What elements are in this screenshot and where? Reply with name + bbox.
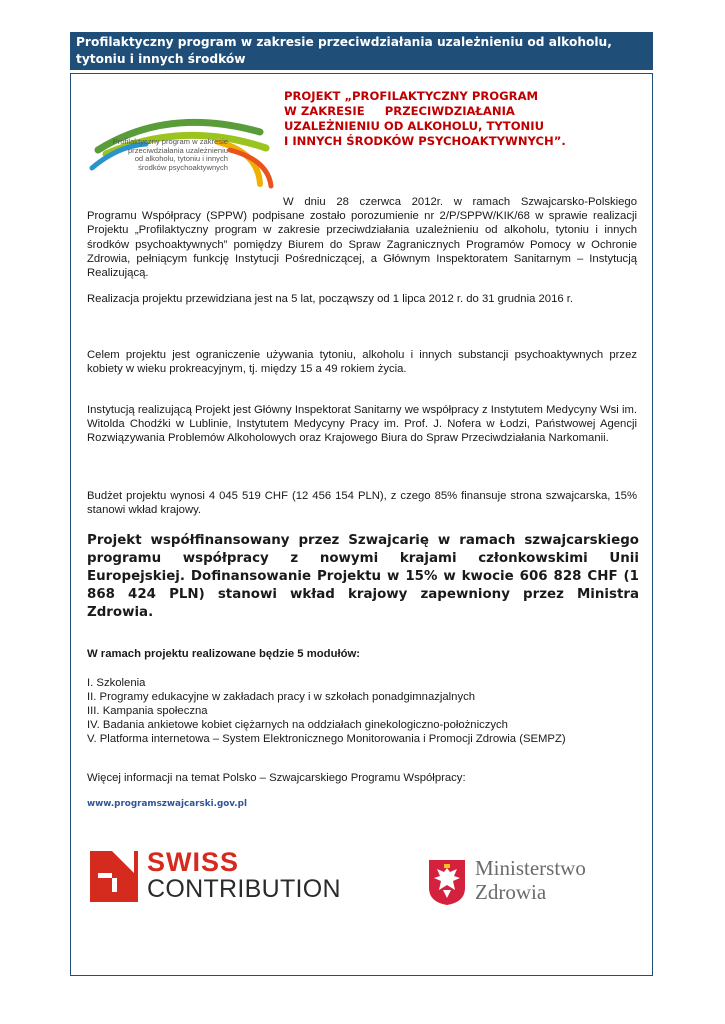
modules-list [87, 676, 566, 746]
program-website-link[interactable]: www.programszwajcarski.gov.pl [87, 799, 247, 809]
duration-paragraph: Realizacja projektu przewidziana jest na 5 lat, począwszy od 1 lipca 2012 r. do 31 grudnia 2016 r. [87, 293, 574, 305]
program-logo-text [108, 138, 228, 172]
institution-paragraph: Instytucją realizującą Projekt jest Główny Inspektorat Sanitarny we współpracy z Instytutem Medycyny Wsi im. Witolda Chodźki w Lublinie, Instytutem Medycyny Pracy im. Prof. J. Nofera w Łodzi, Państwowej Agencji Rozwiązywania Problemów Alkoholowych oraz Krajowego Biura do Spraw Przeciwdziałania Narkomanii. [87, 404, 637, 445]
more-info-text: Więcej informacji na temat Polsko – Szwajcarskiego Programu Współpracy: [87, 772, 466, 784]
ministry-of-health-logo [427, 856, 597, 912]
swiss-logo-line1: SWISS [147, 847, 240, 877]
module-item: V. Platforma internetowa – System Elektronicznego Monitorowania i Promocji Zdrowia (SEMPZ) [87, 733, 566, 746]
logo-text-line: Profilaktyczny program w zakresie [112, 137, 228, 146]
project-title-line: UZALEŻNIENIU OD ALKOHOLU, TYTONIU [284, 119, 544, 133]
ministry-logo-line2: Zdrowia [475, 880, 547, 904]
project-title [284, 89, 634, 149]
module-item: II. Programy edukacyjne w zakładach pracy i w szkołach ponadgimnazjalnych [87, 691, 476, 704]
module-item: I. Szkolenia [87, 677, 146, 689]
swiss-contribution-logo [90, 847, 341, 903]
modules-heading: W ramach projektu realizowane będzie 5 modułów: [87, 648, 361, 660]
page-header: Profilaktyczny program w zakresie przeciwdziałania uzależnieniu od alkoholu, tytoniu i innych środków [70, 32, 653, 70]
budget-paragraph: Budżet projektu wynosi 4 045 519 CHF (12 456 154 PLN), z czego 85% finansuje strona szwajcarska, 15% stanowi wkład krajowy. [87, 490, 637, 517]
project-title-line: W ZAKRESIE PRZECIWDZIAŁANIA [284, 104, 515, 118]
swiss-logo-line2: CONTRIBUTION [147, 875, 341, 903]
goal-paragraph: Celem projektu jest ograniczenie używania tytoniu, alkoholu i innych substancji psychoaktywnych przez kobiety w wieku prokreacyjnym, tj. między 15 a 49 rokiem życia. [87, 349, 637, 376]
logo-text-line: od alkoholu, tytoniu i innych [134, 154, 228, 164]
project-title-line: PROJEKT „PROFILAKTYCZNY PROGRAM [284, 89, 539, 103]
swiss-cross-icon [90, 851, 138, 902]
project-title-line: I INNYCH ŚRODKÓW PSYCHOAKTYWNYCH”. [284, 134, 566, 148]
logo-text-line: środków psychoaktywnych [138, 162, 228, 172]
ministry-logo-line1: Ministerstwo [475, 856, 586, 880]
module-item: IV. Badania ankietowe kobiet ciężarnych na oddziałach ginekologiczno-położniczych [87, 719, 508, 732]
polish-eagle-emblem-icon [427, 858, 467, 906]
agreement-paragraph: W dniu 28 czerwca 2012r. w ramach Szwajcarsko-Polskiego Programu Współpracy (SPPW) podpisane zostało porozumienie nr 2/P/SPPW/KIK/68 w sprawie realizacji Projektu „Profilaktyczny program w zakresie przeciwdziałania uzależnieniu od alkoholu, tytoniu i innych środków psychoaktywnych” pomiędzy Biurem do Spraw Zagranicznych Programów Pomocy w Ochronie Zdrowia, pełniącym funkcję Instytucji Pośredniczącej, a Głównym Inspektoratem Sanitarnym – Instytucją Realizującą. [87, 196, 637, 280]
logo-text-line: przeciwdziałania uzależnieniu [127, 145, 228, 155]
cofinancing-paragraph: Projekt współfinansowany przez Szwajcarię w ramach szwajcarskiego programu współpracy z nowymi krajami członkowskimi Unii Europejskiej. Dofinansowanie Projektu w 15% w kwocie 606 828 CHF (1 868 424 PLN) stanowi wkład krajowy zapewniony przez Ministra Zdrowia. [87, 533, 639, 620]
module-item: III. Kampania społeczna [87, 705, 208, 718]
logo-arc-orange [230, 150, 271, 186]
